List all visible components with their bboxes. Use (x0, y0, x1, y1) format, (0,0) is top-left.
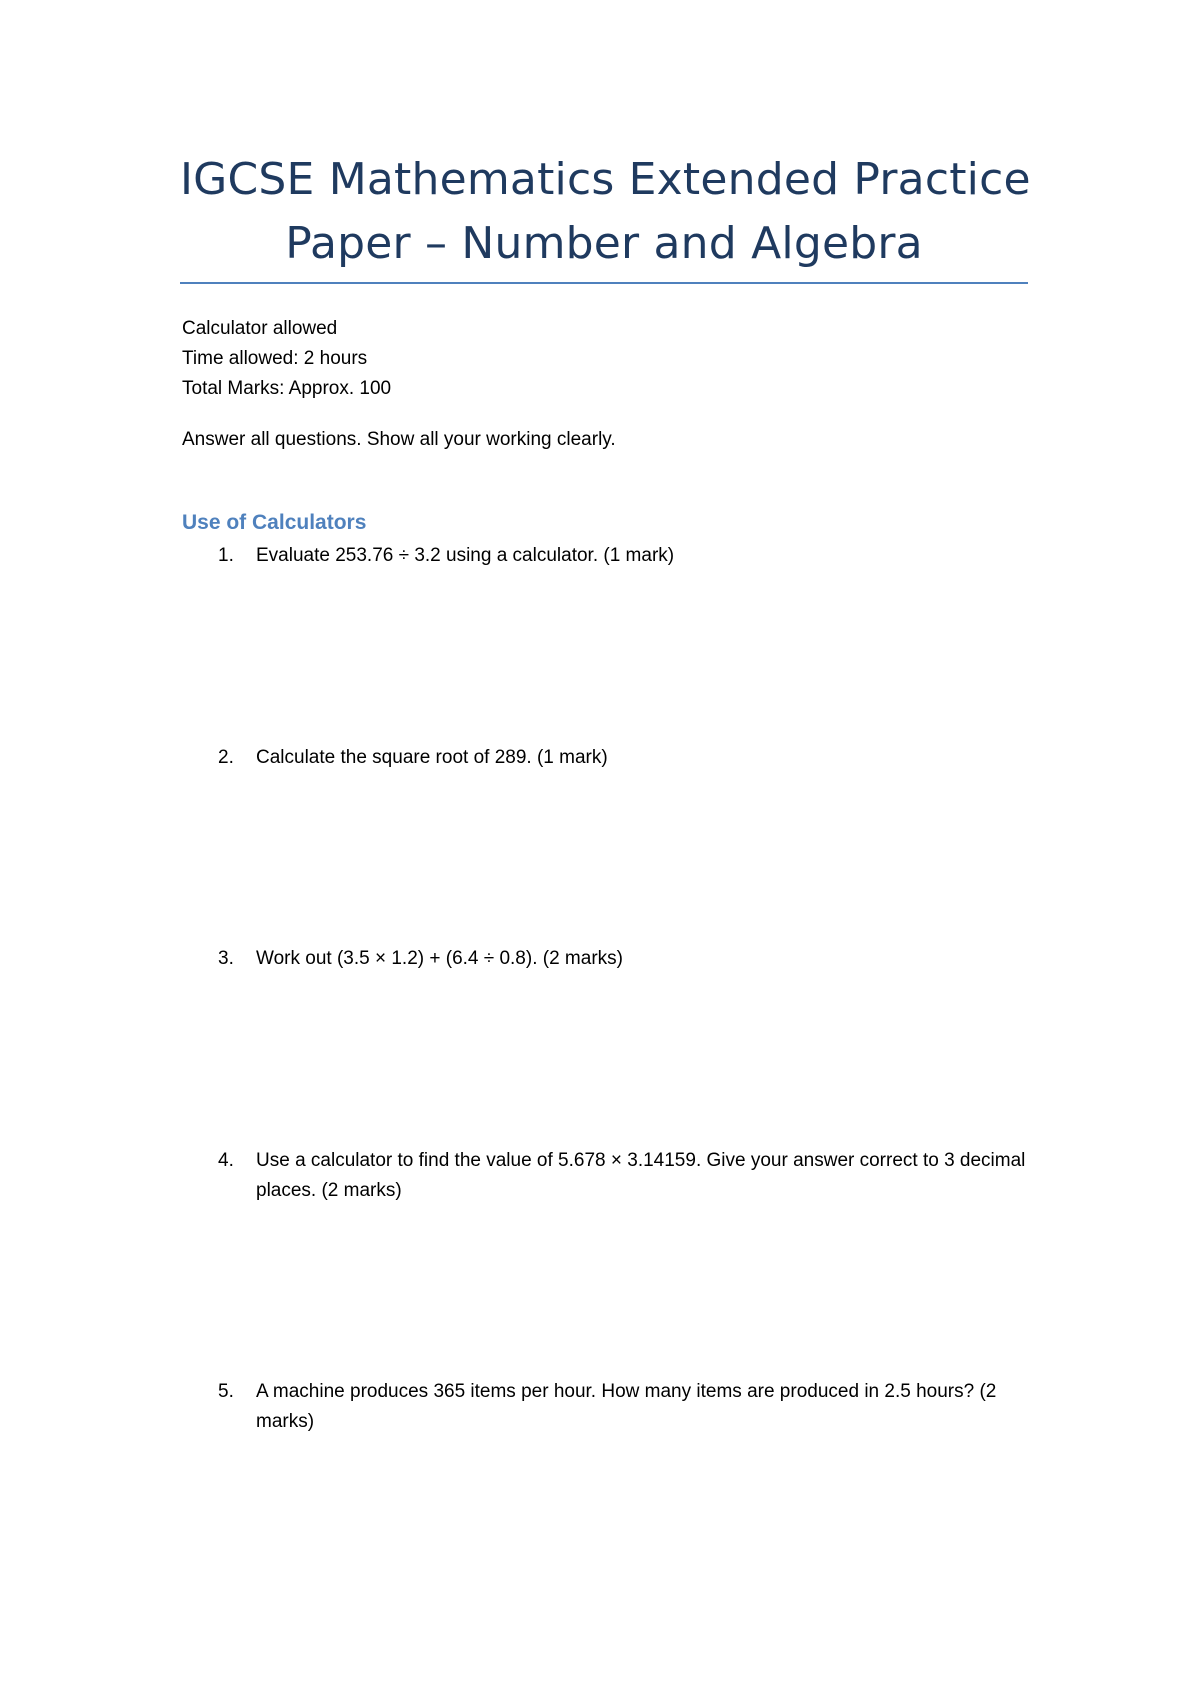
question-1 (182, 541, 1028, 571)
question-number: 2. (218, 747, 234, 768)
question-5 (182, 1377, 1028, 1437)
page-title (180, 148, 1031, 276)
question-3 (182, 944, 1028, 974)
exam-info (182, 314, 391, 404)
question-number: 3. (218, 948, 234, 969)
section-heading: Use of Calculators (182, 511, 367, 534)
marks-info: Total Marks: Approx. 100 (182, 378, 392, 399)
question-2 (182, 743, 1028, 773)
question-text: Evaluate 253.76 ÷ 3.2 using a calculator. (1 mark) (256, 545, 675, 566)
question-number: 4. (218, 1150, 234, 1171)
time-info: Time allowed: 2 hours (182, 348, 368, 369)
question-number: 1. (218, 545, 234, 566)
title-line-1: IGCSE Mathematics Extended Practice (180, 154, 1031, 205)
question-number: 5. (218, 1381, 234, 1402)
question-text: A machine produces 365 items per hour. How many items are produced in 2.5 hours? (2 marks) (256, 1381, 997, 1432)
title-divider (180, 282, 1028, 284)
title-line-2: Paper – Number and Algebra (285, 218, 923, 269)
calculator-info: Calculator allowed (182, 318, 338, 339)
question-4 (182, 1146, 1028, 1206)
instructions: Answer all questions. Show all your working clearly. (182, 429, 616, 450)
question-text: Use a calculator to find the value of 5.678 × 3.14159. Give your answer correct to 3 decimal places. (2 marks) (256, 1150, 1026, 1201)
question-text: Calculate the square root of 289. (1 mark) (256, 747, 608, 768)
question-text: Work out (3.5 × 1.2) + (6.4 ÷ 0.8). (2 marks) (256, 948, 623, 969)
